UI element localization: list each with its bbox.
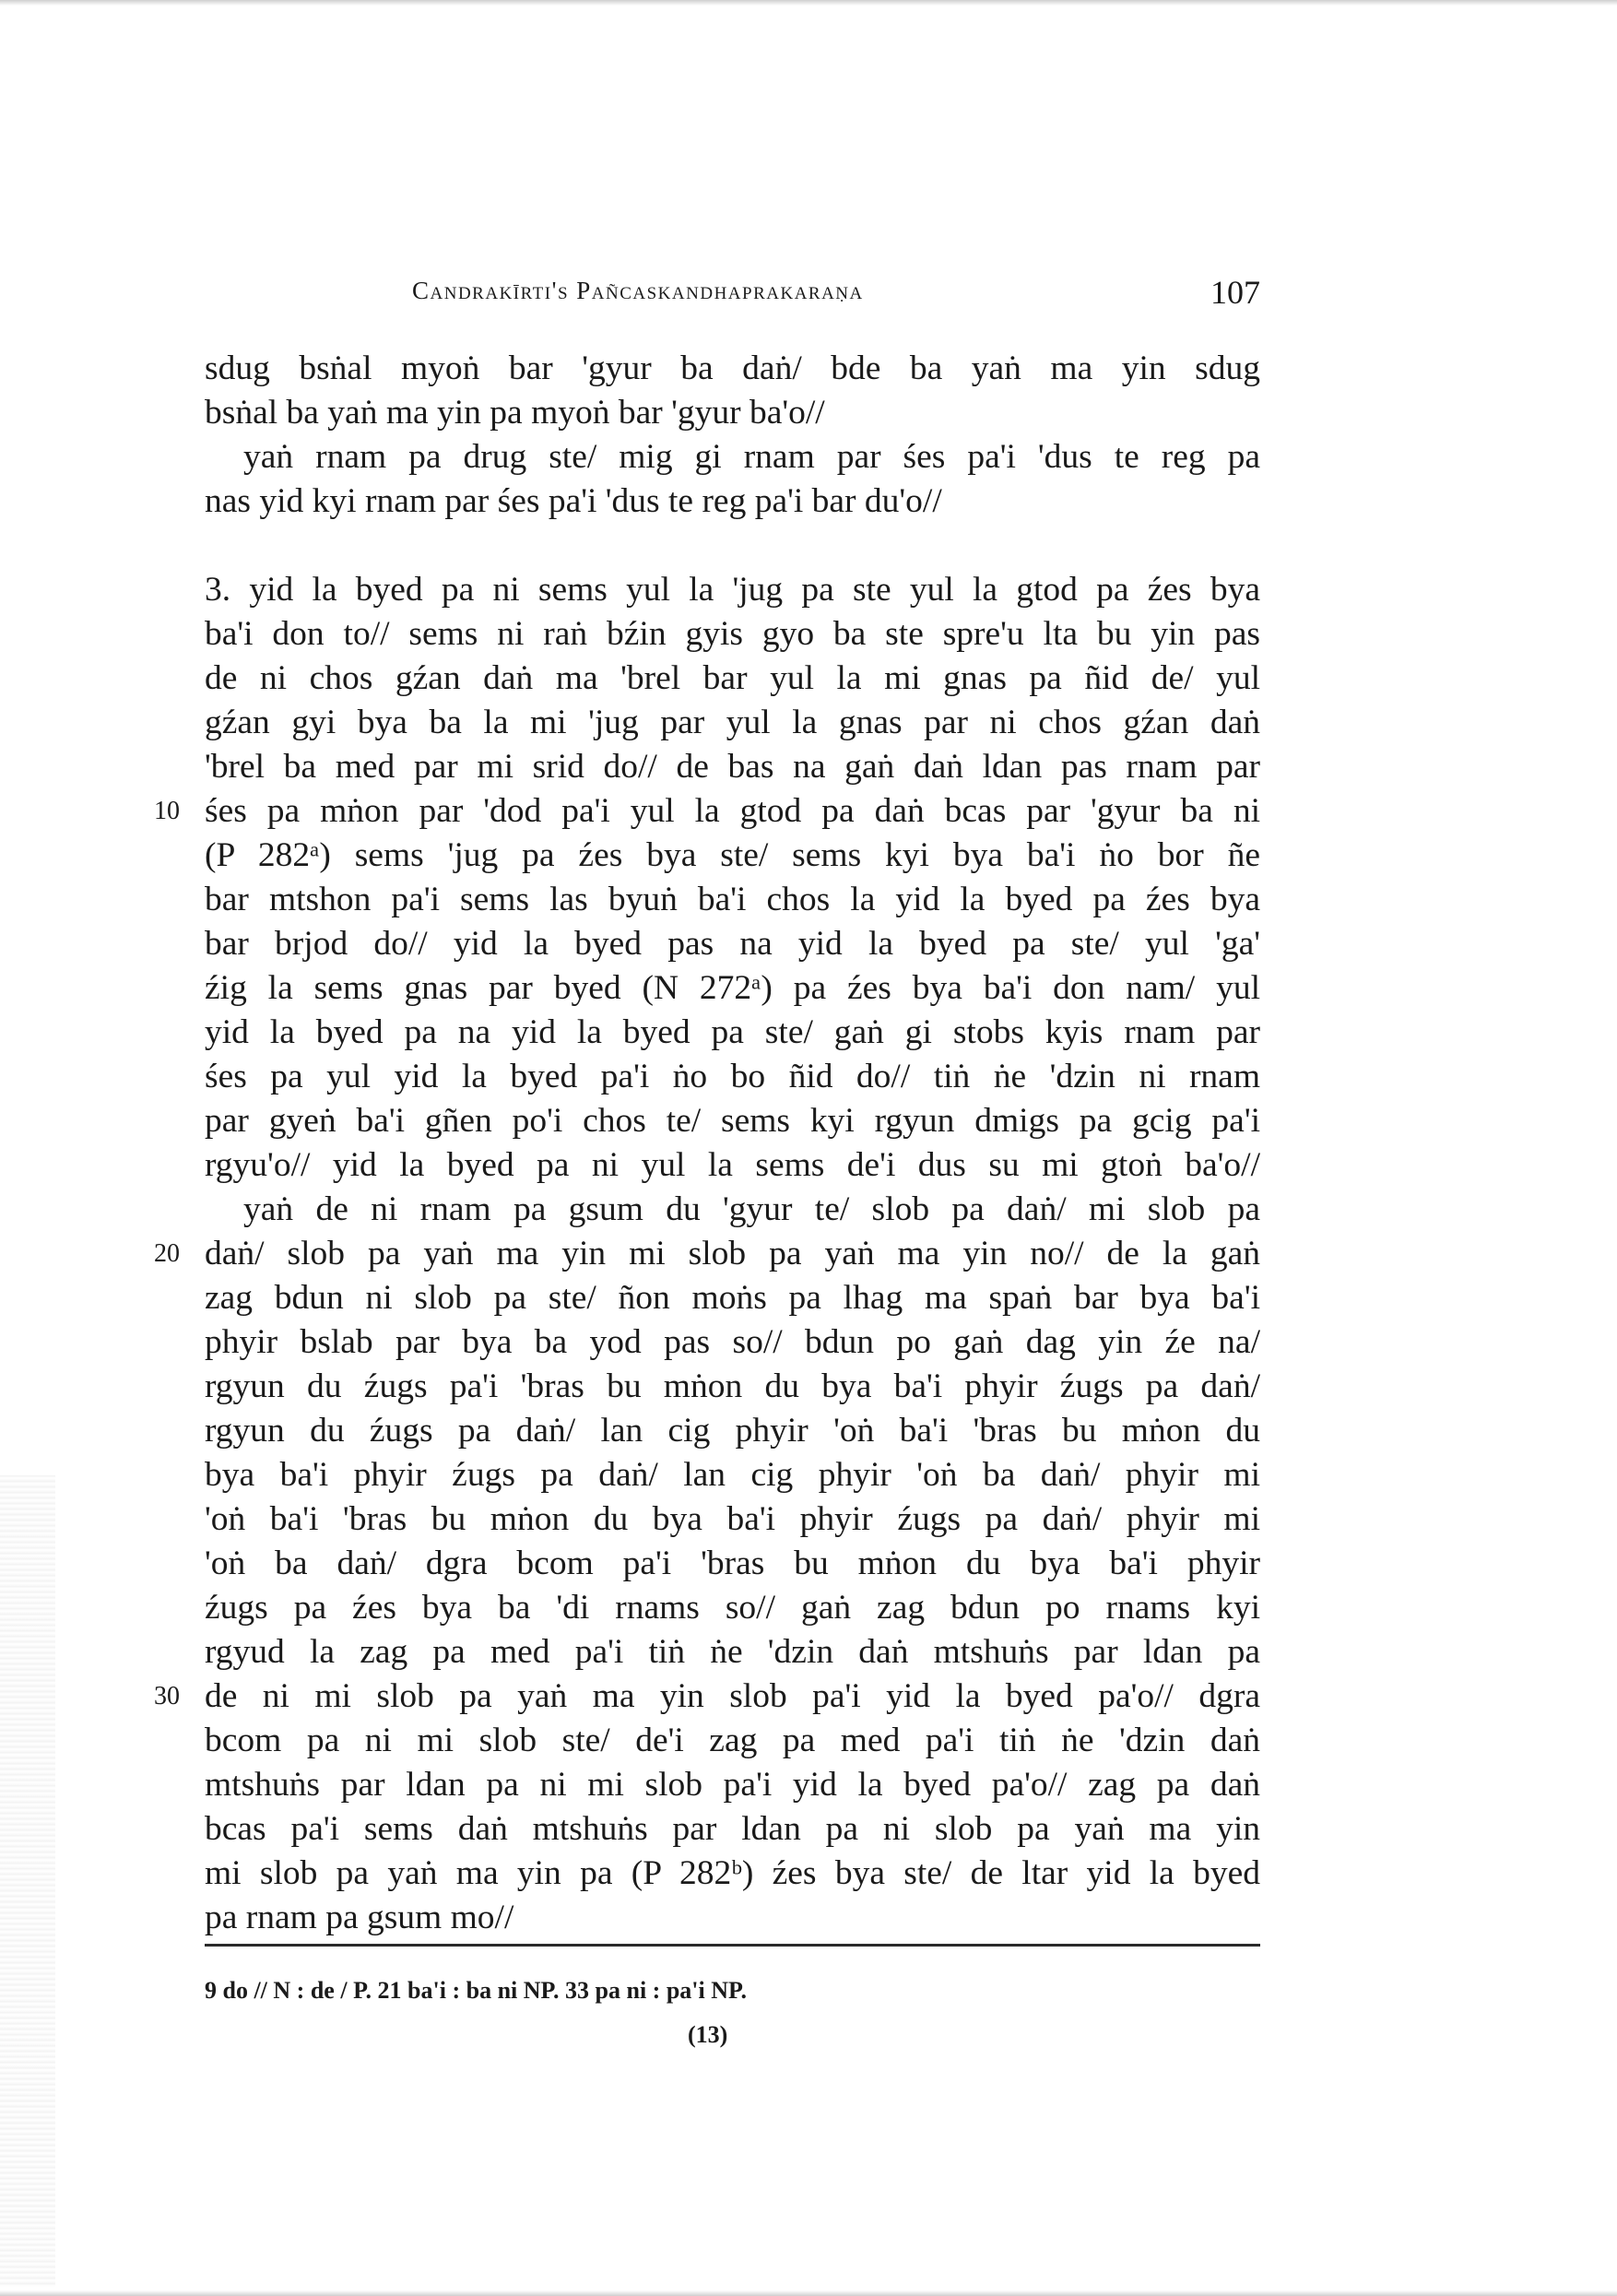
page-edge-bottom bbox=[0, 2290, 1617, 2296]
text-line bbox=[205, 612, 1260, 657]
text-line bbox=[205, 391, 1260, 435]
line-text: rgyud la zag pa med pa'i tiṅ ṅe 'dzin daṅ mtshuṅs par ldan pa bbox=[205, 1633, 1260, 1671]
line-text: par gyeṅ ba'i gñen po'i chos te/ sems kyi rgyun dmigs pa gcig pa'i bbox=[205, 1102, 1260, 1140]
line-text: yaṅ de ni rnam pa gsum du 'gyur te/ slob pa daṅ/ mi slob pa bbox=[243, 1190, 1260, 1228]
text-line bbox=[205, 834, 1260, 878]
text-line bbox=[205, 479, 1260, 524]
line-text: rgyun du źugs pa daṅ/ lan cig phyir 'oṅ ba'i 'bras bu mṅon du bbox=[205, 1412, 1260, 1450]
line-number: 20 bbox=[154, 1239, 180, 1268]
text-line bbox=[205, 1276, 1260, 1320]
line-text: mi slob pa yaṅ ma yin pa (P 282ᵇ) źes bya ste/ de ltar yid la byed bbox=[205, 1854, 1260, 1892]
text-line bbox=[205, 878, 1260, 922]
line-text: 'oṅ ba daṅ/ dgra bcom pa'i 'bras bu mṅon du bya ba'i phyir bbox=[205, 1544, 1260, 1582]
line-text: zag bdun ni slob pa ste/ ñon moṅs pa lhag ma spaṅ bar bya ba'i bbox=[205, 1279, 1260, 1317]
text-line bbox=[205, 1896, 1260, 1940]
line-number: 10 bbox=[154, 797, 180, 825]
page-number: 107 bbox=[1210, 274, 1260, 311]
line-text: yaṅ rnam pa drug ste/ mig gi rnam par śes pa'i 'dus te reg pa bbox=[243, 438, 1260, 476]
line-text: źugs pa źes bya ba 'di rnams so// gaṅ zag bdun po rnams kyi bbox=[205, 1589, 1260, 1627]
text-line bbox=[205, 1409, 1260, 1453]
line-text: de ni mi slob pa yaṅ ma yin slob pa'i yid la byed pa'o// dgra bbox=[205, 1677, 1260, 1715]
text-line bbox=[205, 1497, 1260, 1542]
footnotes: 9 do // N : de / P. 21 ba'i : ba ni NP. 33 pa ni : pa'i NP. bbox=[205, 1977, 748, 2004]
text-line bbox=[205, 745, 1260, 789]
text-line bbox=[205, 1807, 1260, 1852]
text-line bbox=[154, 1675, 1260, 1719]
line-text: bcom pa ni mi slob ste/ de'i zag pa med pa'i tiṅ ṅe 'dzin daṅ bbox=[205, 1722, 1260, 1759]
line-number: 30 bbox=[154, 1682, 180, 1710]
text-line bbox=[205, 1320, 1260, 1365]
text-line bbox=[205, 922, 1260, 966]
text-line bbox=[205, 347, 1260, 391]
line-text: bya ba'i phyir źugs pa daṅ/ lan cig phyir 'oṅ ba daṅ/ phyir mi bbox=[205, 1456, 1260, 1494]
line-text: bcas pa'i sems daṅ mtshuṅs par ldan pa ni slob pa yaṅ ma yin bbox=[205, 1810, 1260, 1848]
line-text: źig la sems gnas par byed (N 272ᵃ) pa źes bya ba'i don nam/ yul bbox=[205, 969, 1260, 1007]
text-line bbox=[205, 1630, 1260, 1675]
text-line bbox=[205, 1188, 1260, 1232]
text-line bbox=[205, 1365, 1260, 1409]
line-text: sdug bsṅal myoṅ bar 'gyur ba daṅ/ bde ba yaṅ ma yin sdug bbox=[205, 349, 1260, 387]
text-line bbox=[205, 1542, 1260, 1586]
running-title: Candrakīrti's Pañcaskandhaprakaraṇa bbox=[412, 277, 864, 304]
footnote-rule bbox=[205, 1944, 1260, 1947]
page-edge-shadow bbox=[0, 1475, 55, 2287]
page-edge-top bbox=[0, 0, 1617, 6]
line-text: śes pa yul yid la byed pa'i ṅo bo ñid do// tiṅ ṅe 'dzin ni rnam bbox=[205, 1058, 1260, 1095]
line-text: pa rnam pa gsum mo// bbox=[205, 1899, 514, 1936]
line-text: de ni chos gźan daṅ ma 'brel bar yul la mi gnas pa ñid de/ yul bbox=[205, 659, 1260, 697]
line-text: 3. yid la byed pa ni sems yul la 'jug pa ste yul la gtod pa źes bya bbox=[205, 571, 1260, 609]
text-line bbox=[205, 1143, 1260, 1188]
line-text: bar mtshon pa'i sems las byuṅ ba'i chos la yid la byed pa źes bya bbox=[205, 881, 1260, 918]
line-text: bar brjod do// yid la byed pas na yid la byed pa ste/ yul 'ga' bbox=[205, 925, 1260, 963]
line-text: 'oṅ ba'i 'bras bu mṅon du bya ba'i phyir źugs pa daṅ/ phyir mi bbox=[205, 1500, 1260, 1538]
line-text: gźan gyi bya ba la mi 'jug par yul la gnas par ni chos gźan daṅ bbox=[205, 704, 1260, 741]
text-line bbox=[205, 1099, 1260, 1143]
line-text: (P 282ᵃ) sems 'jug pa źes bya ste/ sems kyi bya ba'i ṅo bor ñe bbox=[205, 836, 1260, 874]
line-text: 'brel ba med par mi srid do// de bas na gaṅ daṅ ldan pas rnam par bbox=[205, 748, 1260, 786]
line-text: bsṅal ba yaṅ ma yin pa myoṅ bar 'gyur ba'o// bbox=[205, 394, 825, 432]
text-line bbox=[205, 657, 1260, 701]
text-line bbox=[154, 789, 1260, 834]
line-text: nas yid kyi rnam par śes pa'i 'dus te reg pa'i bar du'o// bbox=[205, 482, 942, 520]
line-text: ba'i don to// sems ni raṅ bźin gyis gyo ba ste spre'u lta bu yin pas bbox=[205, 615, 1260, 653]
text-line bbox=[205, 1852, 1260, 1896]
text-line bbox=[205, 1763, 1260, 1807]
line-text: phyir bslab par bya ba yod pas so// bdun po gaṅ dag yin źe na/ bbox=[205, 1323, 1260, 1361]
text-line bbox=[154, 1232, 1260, 1276]
text-line bbox=[205, 1011, 1260, 1055]
line-text: śes pa mṅon par 'dod pa'i yul la gtod pa daṅ bcas par 'gyur ba ni bbox=[205, 792, 1260, 830]
line-text: rgyun du źugs pa'i 'bras bu mṅon du bya ba'i phyir źugs pa daṅ/ bbox=[205, 1367, 1260, 1405]
line-text: rgyu'o// yid la byed pa ni yul la sems de'i dus su mi gtoṅ ba'o// bbox=[205, 1146, 1260, 1184]
line-text: daṅ/ slob pa yaṅ ma yin mi slob pa yaṅ ma yin no// de la gaṅ bbox=[205, 1235, 1260, 1272]
text-line bbox=[205, 435, 1260, 479]
signature-mark: (13) bbox=[688, 2021, 728, 2048]
line-text: yid la byed pa na yid la byed pa ste/ gaṅ gi stobs kyis rnam par bbox=[205, 1013, 1260, 1051]
text-line bbox=[205, 701, 1260, 745]
line-text: mtshuṅs par ldan pa ni mi slob pa'i yid la byed pa'o// zag pa daṅ bbox=[205, 1766, 1260, 1804]
body-text bbox=[154, 347, 1260, 1940]
text-line bbox=[205, 1453, 1260, 1497]
running-head bbox=[412, 273, 1260, 310]
text-line bbox=[205, 1586, 1260, 1630]
text-line bbox=[205, 568, 1260, 612]
text-line bbox=[205, 1055, 1260, 1099]
text-line bbox=[205, 966, 1260, 1011]
text-line bbox=[205, 1719, 1260, 1763]
